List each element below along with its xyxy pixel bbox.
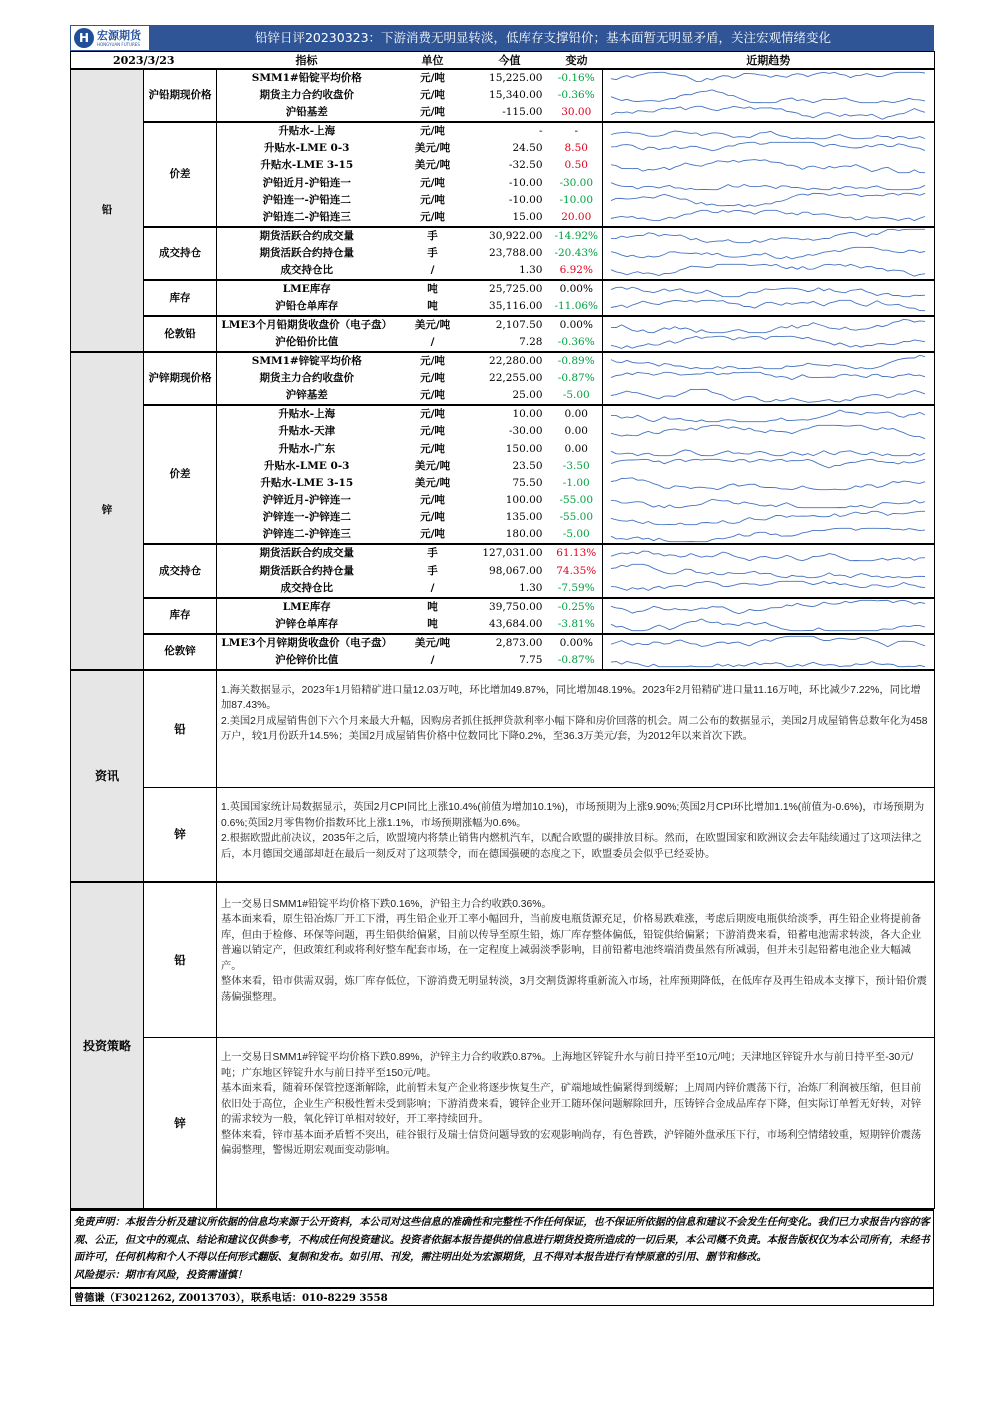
- group-label: 库存: [144, 280, 217, 316]
- indicator-value: 23.50: [512, 459, 543, 472]
- indicator-name: 升贴水-上海: [278, 125, 336, 138]
- news-lead-text: [217, 671, 935, 788]
- news-zinc-text: [217, 788, 935, 882]
- indicator-unit: 美元/吨: [414, 459, 451, 472]
- company-logo: [70, 25, 150, 51]
- trend-sparkline: [603, 580, 935, 598]
- trend-sparkline: [603, 245, 935, 262]
- indicator-change: -0.36%: [551, 334, 603, 352]
- indicator-unit: 元/吨: [397, 104, 469, 122]
- trend-sparkline: [603, 405, 935, 423]
- group-label: 伦敦锌: [144, 634, 217, 670]
- trend-sparkline: [603, 652, 935, 670]
- indicator-name: 沪锌近月-沪锌连一: [262, 494, 351, 507]
- logo-name-en: HONGYUAN FUTURES: [97, 41, 140, 47]
- indicator-name: 沪铅连二-沪铅连三: [217, 209, 397, 227]
- indicator-value: 30,922.00: [489, 229, 543, 242]
- indicator-value: -115.00: [469, 104, 551, 122]
- group-label: 库存: [144, 598, 217, 634]
- trend-sparkline: [603, 387, 935, 405]
- trend-sparkline: [603, 562, 935, 579]
- indicator-change: -14.92%: [554, 229, 599, 242]
- indicator-value: 10.00: [512, 408, 543, 421]
- indicator-value: 2,107.50: [495, 319, 543, 332]
- trend-sparkline: [603, 509, 935, 526]
- table-row: [71, 316, 935, 334]
- indicator-change: 74.35%: [556, 564, 597, 577]
- indicator-unit: 美元/吨: [414, 319, 451, 332]
- indicator-unit: /: [397, 580, 469, 598]
- trend-sparkline: [603, 423, 935, 440]
- indicator-name: 期货活跃合约成交量: [259, 547, 354, 560]
- indicator-unit: 美元/吨: [414, 159, 451, 172]
- logo-mark-icon: H: [74, 28, 94, 48]
- indicator-value: 24.50: [512, 142, 543, 155]
- indicator-unit: /: [397, 262, 469, 280]
- indicator-change: 6.92%: [551, 262, 603, 280]
- trend-sparkline: [603, 352, 935, 370]
- indicator-name: 沪伦锌价比值: [217, 652, 397, 670]
- group-label: 成交持仓: [144, 544, 217, 597]
- indicator-name: 升贴水-LME 0-3: [264, 459, 350, 472]
- strategy-lead-paragraph: 基本面来看，原生铅冶炼厂开工下滑，再生铅企业开工率小幅回升，当前废电瓶货源充足，价格易跌难涨，考虑后期废电瓶供给淡季，再生铅企业将提前备库，但由于检修、环保等问题，再生铅供给偏紧，目前以传导至原生铅，炼厂库存整体偏低，铅锭供给偏紧；下游消费来看，铅蓄电池需求转淡，各大企业普遍以销定产，但政策红利或将利好整车配套市场，在一定程度上减弱淡季影响，目前铅蓄电池终端消费虽然有所减弱，但并未引起铅蓄电池企业大幅减产。: [221, 914, 922, 972]
- trend-sparkline: [603, 441, 935, 458]
- indicator-name: 沪伦铅价比值: [217, 334, 397, 352]
- indicator-change: -3.50: [562, 459, 590, 472]
- indicator-value: 150.00: [505, 442, 543, 455]
- indicator-unit: 美元/吨: [414, 636, 451, 649]
- indicator-value: 25.00: [469, 387, 551, 405]
- report-date: 2023/3/23: [71, 52, 217, 70]
- table-row: [71, 598, 935, 616]
- report-header: [70, 25, 934, 51]
- indicator-unit: 手: [427, 547, 438, 560]
- indicator-unit: 元/吨: [420, 425, 445, 438]
- strategy-lead-text: [217, 883, 935, 1038]
- indicator-value: 75.50: [512, 476, 543, 489]
- indicator-change: -10.00: [559, 193, 594, 206]
- indicator-name: LME库存: [282, 283, 331, 296]
- table-row: [71, 122, 935, 140]
- trend-sparkline: [603, 192, 935, 209]
- trend-sparkline: [603, 526, 935, 544]
- indicator-name: 升贴水-LME 3-15: [260, 476, 354, 489]
- indicator-name: 沪锌连二-沪锌连三: [217, 526, 397, 544]
- risk-warning: 风险提示：期市有风险，投资需谨慎！: [74, 1269, 248, 1281]
- indicator-change: -55.00: [559, 511, 594, 524]
- indicator-value: 15.00: [469, 209, 551, 227]
- indicator-unit: 元/吨: [420, 372, 445, 385]
- indicator-value: 127,031.00: [482, 547, 543, 560]
- column-header-row: [71, 52, 935, 70]
- trend-sparkline: [603, 298, 935, 316]
- indicator-unit: 手: [427, 564, 438, 577]
- trend-sparkline: [603, 475, 935, 492]
- trend-sparkline: [603, 544, 935, 562]
- strategy-zinc-label: 锌: [144, 1038, 217, 1209]
- indicator-unit: /: [397, 334, 469, 352]
- report-title: 铅锌日评20230323：下游消费无明显转淡，低库存支撑铅价；基本面暂无明显矛盾，关注宏观情绪变化: [254, 30, 832, 45]
- indicator-name: 升贴水-广东: [278, 442, 336, 455]
- indicator-value: 100.00: [505, 494, 543, 507]
- logo-name-cn: 宏源期货: [97, 28, 141, 42]
- news-lead-paragraph: 2.美国2月成屋销售创下六个月来最大升幅，因购房者抓住抵押贷款利率小幅下降和房价回落的机会。周二公布的数据显示，美国2月成屋销售总数年化为458万户，较1月份跃升14.5%；美国2月成屋销售价格中位数同比下降0.2%，至36.3万美元/套，为2012年以来首次下跌。: [221, 715, 928, 743]
- strategy-zinc-text: [217, 1038, 935, 1209]
- strategy-zinc-paragraph: 整体来看，锌市基本面矛盾暂不突出，硅谷银行及瑞士信贷问题导致的宏观影响尚存，有色普跌，沪锌随外盘承压下行，市场利空情绪较重，短期锌价震荡偏弱整理，警惕近期宏观面变动影响。: [221, 1129, 922, 1157]
- indicator-change: -7.59%: [551, 580, 603, 598]
- indicator-name: 期货主力合约收盘价: [259, 372, 354, 385]
- indicator-change: 30.00: [551, 104, 603, 122]
- news-lead-label: 铅: [144, 671, 217, 788]
- indicator-value: 7.75: [469, 652, 551, 670]
- strategy-section: [70, 883, 935, 1210]
- table-row: [71, 544, 935, 562]
- trend-sparkline: [603, 316, 935, 334]
- indicator-change: -0.87%: [557, 372, 595, 385]
- indicator-name: 升贴水-LME 3-15: [260, 159, 354, 172]
- indicator-change: 0.00%: [559, 319, 593, 332]
- table-row: [71, 352, 935, 370]
- indicator-unit: 吨: [427, 283, 438, 296]
- indicator-unit: 元/吨: [420, 408, 445, 421]
- news-label: 资讯: [71, 671, 144, 882]
- news-section: [70, 671, 935, 883]
- indicator-value: -30.00: [508, 425, 543, 438]
- indicator-name: 升贴水-天津: [278, 425, 336, 438]
- col-change: 变动: [551, 52, 603, 70]
- indicator-change: -0.87%: [551, 652, 603, 670]
- data-table: [70, 51, 935, 671]
- trend-sparkline: [603, 157, 935, 174]
- indicator-change: -0.25%: [557, 600, 595, 613]
- trend-sparkline: [603, 370, 935, 387]
- indicator-value: -10.00: [508, 176, 543, 189]
- strategy-label: 投资策略: [71, 883, 144, 1209]
- trend-sparkline: [603, 634, 935, 652]
- category-label: 铅: [71, 69, 144, 352]
- indicator-unit: 吨: [397, 298, 469, 316]
- indicator-unit: 元/吨: [420, 494, 445, 507]
- indicator-value: 15,225.00: [489, 72, 543, 84]
- indicator-unit: 元/吨: [397, 387, 469, 405]
- indicator-value: 43,684.00: [469, 616, 551, 634]
- table-row: [71, 69, 935, 87]
- table-row: [71, 227, 935, 245]
- trend-sparkline: [603, 227, 935, 245]
- indicator-unit: 元/吨: [397, 526, 469, 544]
- table-row: [71, 405, 935, 423]
- indicator-value: 1.30: [469, 580, 551, 598]
- indicator-value: 7.28: [469, 334, 551, 352]
- indicator-name: SMM1#锌锭平均价格: [251, 355, 362, 368]
- indicator-name: 沪锌基差: [217, 387, 397, 405]
- indicator-unit: 吨: [427, 600, 438, 613]
- indicator-unit: 元/吨: [420, 511, 445, 524]
- indicator-name: SMM1#铅锭平均价格: [251, 72, 362, 84]
- indicator-unit: 美元/吨: [414, 142, 451, 155]
- trend-sparkline: [603, 492, 935, 509]
- group-label: 沪铅期现价格: [144, 69, 217, 122]
- indicator-value: -: [538, 125, 543, 138]
- trend-sparkline: [603, 616, 935, 634]
- table-row: [71, 280, 935, 298]
- news-lead-paragraph: 1.海关数据显示，2023年1月铅精矿进口量12.03万吨，环比增加49.87%，同比增加48.19%。2023年2月铅精矿进口量11.16万吨，环比减少7.22%，同比增加87.43%。: [221, 684, 921, 712]
- indicator-unit: 吨: [397, 616, 469, 634]
- trend-sparkline: [603, 104, 935, 122]
- indicator-name: 成交持仓比: [217, 580, 397, 598]
- disclaimer: [70, 1209, 934, 1288]
- indicator-value: 98,067.00: [489, 564, 543, 577]
- indicator-change: 20.00: [551, 209, 603, 227]
- indicator-change: 0.00: [564, 442, 588, 455]
- indicator-name: 成交持仓比: [217, 262, 397, 280]
- indicator-change: 0.00%: [559, 636, 593, 649]
- indicator-value: 15,340.00: [489, 89, 543, 102]
- indicator-value: 39,750.00: [489, 600, 543, 613]
- indicator-name: 升贴水-上海: [278, 408, 336, 421]
- indicator-value: 35,116.00: [469, 298, 551, 316]
- indicator-value: 1.30: [469, 262, 551, 280]
- indicator-unit: 元/吨: [420, 72, 445, 84]
- trend-sparkline: [603, 69, 935, 87]
- indicator-name: 升贴水-LME 0-3: [264, 142, 350, 155]
- indicator-change: -0.16%: [557, 72, 595, 84]
- indicator-value: 23,788.00: [489, 247, 543, 260]
- trend-sparkline: [603, 140, 935, 157]
- trend-sparkline: [603, 262, 935, 280]
- indicator-change: -30.00: [559, 176, 594, 189]
- indicator-name: 沪铅仓单库存: [217, 298, 397, 316]
- indicator-name: LME库存: [282, 600, 331, 613]
- indicator-value: -32.50: [508, 159, 543, 172]
- col-unit: 单位: [397, 52, 469, 70]
- trend-sparkline: [603, 175, 935, 192]
- indicator-unit: 元/吨: [420, 442, 445, 455]
- indicator-value: 180.00: [469, 526, 551, 544]
- strategy-lead-label: 铅: [144, 883, 217, 1038]
- disclaimer-text: 免责声明：本报告分析及建议所依据的信息均来源于公开资料，本公司对这些信息的准确性和完整性不作任何保证，也不保证所依据的信息和建议不会发生任何变化。我们已力求报告内容的客观、公正，但文中的观点、结论和建议仅供参考，不构成任何投资建议。投资者依据本报告提供的信息进行期货投资所造成的一切后果，本公司概不负责。本报告版权仅为本公司所有，未经书面许可，任何机构和个人不得以任何形式翻版、复制和发布。如引用、刊发，需注明出处为宏源期货，且不得对本报告进行有悖原意的引用、删节和修改。: [74, 1217, 930, 1264]
- group-label: 沪锌期现价格: [144, 352, 217, 405]
- col-trend: 近期趋势: [603, 52, 935, 70]
- indicator-value: 135.00: [505, 511, 543, 524]
- analyst-contact: 曾德谦（F3021262, Z0013703），联系电话：010-8229 3558: [70, 1288, 934, 1306]
- indicator-change: -0.36%: [557, 89, 595, 102]
- trend-sparkline: [603, 280, 935, 298]
- indicator-unit: 手: [427, 247, 438, 260]
- indicator-unit: 元/吨: [420, 355, 445, 368]
- table-row: [71, 634, 935, 652]
- indicator-name: 沪锌连一-沪锌连二: [262, 511, 351, 524]
- indicator-change: 61.13%: [556, 547, 597, 560]
- indicator-change: 0.00: [564, 408, 588, 421]
- indicator-value: 22,280.00: [489, 355, 543, 368]
- strategy-lead-paragraph: 上一交易日SMM1#铅锭平均价格下跌0.16%，沪铅主力合约收跌0.36%。: [221, 898, 552, 910]
- group-label: 伦敦铅: [144, 316, 217, 352]
- trend-sparkline: [603, 598, 935, 616]
- trend-sparkline: [603, 334, 935, 352]
- indicator-change: -5.00: [551, 526, 603, 544]
- indicator-change: 0.50: [564, 159, 588, 172]
- indicator-value: 25,725.00: [489, 283, 543, 296]
- indicator-unit: /: [397, 652, 469, 670]
- news-zinc-label: 锌: [144, 788, 217, 882]
- indicator-change: -20.43%: [554, 247, 599, 260]
- indicator-change: 0.00: [564, 425, 588, 438]
- indicator-value: 22,255.00: [489, 372, 543, 385]
- strategy-zinc-paragraph: 基本面来看，随着环保管控逐渐解除，此前暂未复产企业将逐步恢复生产，矿端地域性偏紧得到缓解；上周周内锌价震荡下行，冶炼厂利润被压缩，但目前依旧处于高位，企业生产积极性暂未受到影响；下游消费来看，镀锌企业开工随环保问题解除回升，压铸锌合金成品库存下降，但实际订单暂无好转，对锌的需求较为一般，氧化锌订单相对较好，开工率持续回升。: [221, 1083, 922, 1126]
- indicator-change: -1.00: [562, 476, 590, 489]
- indicator-name: 沪铅基差: [217, 104, 397, 122]
- trend-sparkline: [603, 122, 935, 140]
- indicator-name: 沪铅近月-沪铅连一: [262, 176, 351, 189]
- col-indicator: 指标: [217, 52, 397, 70]
- indicator-name: 沪锌仓单库存: [217, 616, 397, 634]
- group-label: 价差: [144, 122, 217, 227]
- indicator-unit: 元/吨: [420, 193, 445, 206]
- indicator-unit: 元/吨: [420, 89, 445, 102]
- indicator-change: -3.81%: [551, 616, 603, 634]
- strategy-zinc-paragraph: 上一交易日SMM1#锌锭平均价格下跌0.89%，沪锌主力合约收跌0.87%。上海地区锌锭升水与前日持平至10元/吨；天津地区锌锭升水与前日持平至-30元/吨；广东地区锌锭升水与前日持平至150元/吨。: [221, 1052, 914, 1079]
- indicator-name: 期货活跃合约成交量: [259, 229, 354, 242]
- indicator-name: LME3个月铅期货收盘价（电子盘）: [221, 319, 393, 332]
- col-today: 今值: [469, 52, 551, 70]
- report-sheet: [70, 25, 934, 1306]
- indicator-change: -5.00: [551, 387, 603, 405]
- news-zinc-paragraph: 1.英国国家统计局数据显示，英国2月CPI同比上涨10.4%(前值为增加10.1%)，市场预期为上涨9.90%;英国2月CPI环比增加1.1%(前值为-0.6%)，市场预期为0.6%;英国2月零售物价指数环比上涨1.1%，市场预期涨幅为0.6%。: [221, 802, 925, 829]
- indicator-change: 8.50: [564, 142, 588, 155]
- indicator-change: -55.00: [559, 494, 594, 507]
- indicator-unit: 美元/吨: [414, 476, 451, 489]
- indicator-name: 期货活跃合约持仓量: [259, 564, 354, 577]
- indicator-unit: 元/吨: [397, 209, 469, 227]
- indicator-change: -11.06%: [551, 298, 603, 316]
- news-zinc-paragraph: 2.根据欧盟此前决议，2035年之后，欧盟境内将禁止销售内燃机汽车，以配合欧盟的碳排放目标。然而，在欧盟国家和欧洲议会去年陆续通过了这项法律之后，本月德国交通部却赶在最后一刻反对了这项禁令，而在德国强硬的态度之下，欧盟委员会似乎已经妥协。: [221, 833, 922, 860]
- trend-sparkline: [603, 209, 935, 227]
- indicator-value: -10.00: [508, 193, 543, 206]
- group-label: 价差: [144, 405, 217, 544]
- indicator-name: 期货主力合约收盘价: [259, 89, 354, 102]
- indicator-unit: 元/吨: [420, 125, 445, 138]
- indicator-name: 期货活跃合约持仓量: [259, 247, 354, 260]
- indicator-unit: 元/吨: [420, 176, 445, 189]
- indicator-value: 2,873.00: [495, 636, 543, 649]
- indicator-name: 沪铅连一-沪铅连二: [262, 193, 351, 206]
- category-label: 锌: [71, 352, 144, 670]
- indicator-unit: 手: [427, 229, 438, 242]
- group-label: 成交持仓: [144, 227, 217, 280]
- indicator-name: LME3个月锌期货收盘价（电子盘）: [221, 636, 393, 649]
- indicator-change: -: [574, 125, 579, 138]
- strategy-lead-paragraph: 整体来看，铅市供需双弱，炼厂库存低位，下游消费无明显转淡，3月交割货源将重新流入市场，社库预期降低，在低库存及再生铅成本支撑下，预计铅价震荡偏强整理。: [221, 976, 927, 1003]
- trend-sparkline: [603, 87, 935, 104]
- indicator-change: -0.89%: [557, 355, 595, 368]
- trend-sparkline: [603, 458, 935, 475]
- indicator-change: 0.00%: [559, 283, 593, 296]
